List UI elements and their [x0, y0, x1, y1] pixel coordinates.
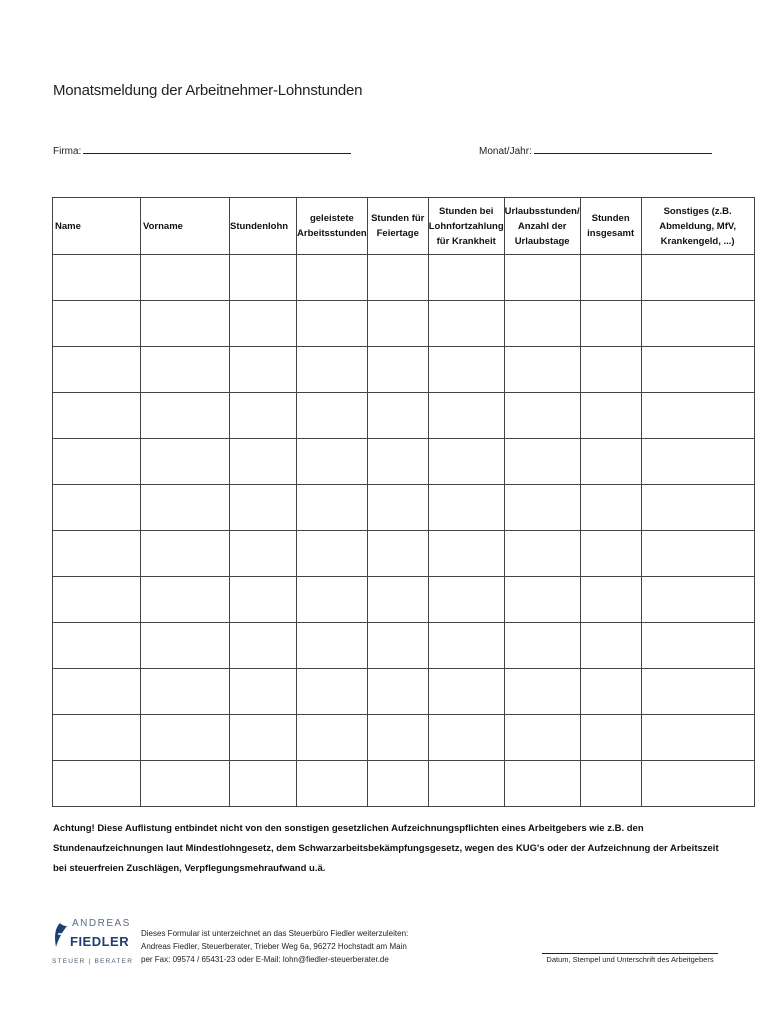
monat-jahr-label: Monat/Jahr: — [479, 146, 532, 157]
table-cell[interactable] — [230, 439, 297, 485]
table-row — [53, 485, 755, 531]
column-header-line: Stunden bei — [439, 205, 494, 217]
column-header-line: Feiertage — [376, 228, 419, 239]
table-cell[interactable] — [367, 669, 428, 715]
table-cell[interactable] — [367, 485, 428, 531]
table-cell[interactable] — [230, 255, 297, 301]
table-cell[interactable] — [504, 577, 580, 623]
table-cell[interactable] — [297, 301, 368, 347]
table-cell[interactable] — [297, 715, 368, 761]
table-cell[interactable] — [428, 439, 504, 485]
table-row — [53, 577, 755, 623]
table-cell[interactable] — [428, 531, 504, 577]
table-cell[interactable] — [230, 347, 297, 393]
table-cell[interactable] — [141, 485, 230, 531]
column-header — [641, 198, 754, 255]
table-cell[interactable] — [53, 255, 141, 301]
table-cell[interactable] — [53, 485, 141, 531]
column-header-line: Arbeitsstunden — [297, 228, 367, 239]
table-cell[interactable] — [141, 439, 230, 485]
table-cell[interactable] — [641, 761, 754, 807]
table-cell[interactable] — [641, 577, 754, 623]
table-body — [53, 255, 755, 807]
table-cell[interactable] — [428, 255, 504, 301]
monat-jahr-input-line[interactable] — [534, 144, 712, 154]
table-cell[interactable] — [428, 485, 504, 531]
column-header-line: Urlaubstage — [514, 235, 570, 247]
table-cell[interactable] — [367, 623, 428, 669]
table-cell[interactable] — [580, 255, 641, 301]
table-cell[interactable] — [367, 393, 428, 439]
table-cell[interactable] — [504, 301, 580, 347]
monat-jahr-field[interactable] — [479, 144, 712, 157]
table-cell[interactable] — [230, 669, 297, 715]
column-header — [580, 198, 641, 255]
column-header-line: Anzahl der — [517, 220, 567, 232]
table-cell[interactable] — [367, 577, 428, 623]
table-cell[interactable] — [641, 393, 754, 439]
table-cell[interactable] — [428, 301, 504, 347]
table-cell[interactable] — [141, 255, 230, 301]
table-cell[interactable] — [367, 715, 428, 761]
table-cell[interactable] — [230, 393, 297, 439]
page-title: Monatsmeldung der Arbeitnehmer-Lohnstunden — [53, 82, 363, 99]
logo-name-first: ANDREAS — [72, 918, 131, 929]
table-cell[interactable] — [504, 393, 580, 439]
table-row — [53, 715, 755, 761]
table-cell[interactable] — [367, 761, 428, 807]
column-header-line: geleistete — [309, 213, 354, 224]
table-cell[interactable] — [504, 255, 580, 301]
hours-table — [52, 197, 755, 807]
footer-line-2: Andreas Fiedler, Steuerberater, Trieber Weg 6a, 96272 Hochstadt am Main — [141, 942, 407, 951]
table-cell[interactable] — [297, 531, 368, 577]
table-cell[interactable] — [53, 623, 141, 669]
table-row — [53, 531, 755, 577]
table-cell[interactable] — [297, 669, 368, 715]
table-cell[interactable] — [230, 301, 297, 347]
table-cell[interactable] — [580, 761, 641, 807]
table-cell[interactable] — [297, 761, 368, 807]
table-row — [53, 761, 755, 807]
table-cell[interactable] — [230, 577, 297, 623]
table-cell[interactable] — [428, 761, 504, 807]
table-cell[interactable] — [641, 531, 754, 577]
footer-address — [141, 927, 408, 966]
table-cell[interactable] — [428, 347, 504, 393]
table-cell[interactable] — [641, 669, 754, 715]
table-row — [53, 347, 755, 393]
table-cell[interactable] — [641, 347, 754, 393]
table-cell[interactable] — [580, 623, 641, 669]
table-row — [53, 623, 755, 669]
table-cell[interactable] — [297, 393, 368, 439]
table-cell[interactable] — [428, 393, 504, 439]
table-cell[interactable] — [53, 669, 141, 715]
table-cell[interactable] — [580, 531, 641, 577]
table-cell[interactable] — [641, 255, 754, 301]
table-cell[interactable] — [141, 761, 230, 807]
table-cell[interactable] — [230, 531, 297, 577]
firma-label: Firma: — [53, 146, 82, 157]
company-logo — [52, 918, 134, 970]
footer-line-1: Dieses Formular ist unterzeichnet an das Steuerbüro Fiedler weiterzuleiten: — [141, 929, 409, 938]
table-cell[interactable] — [580, 393, 641, 439]
table-row — [53, 439, 755, 485]
column-header-line: Stundenlohn — [230, 220, 289, 232]
table-cell[interactable] — [367, 439, 428, 485]
table-cell[interactable] — [230, 623, 297, 669]
table-cell[interactable] — [428, 577, 504, 623]
table-cell[interactable] — [53, 347, 141, 393]
warning-note: Achtung! Diese Auflistung entbindet nicht von den sonstigen gesetzlichen Aufzeichnungspflichten eines Arbeitgebers wie z.B. den Stundenaufzeichnungen laut Mindestlohngesetz, dem Schwarzarbeitsbekämpfungsgesetz, wegen des KUG's oder der Aufzeichnung der Arbeitszeit bei steuerfreien Zuschlägen, Verpflegungsmehraufwand u.ä. — [53, 823, 719, 874]
column-header — [297, 198, 368, 255]
table-cell[interactable] — [504, 623, 580, 669]
table-cell[interactable] — [297, 577, 368, 623]
table-cell[interactable] — [53, 577, 141, 623]
table-header-row — [53, 198, 755, 255]
table-cell[interactable] — [141, 669, 230, 715]
table-row — [53, 669, 755, 715]
column-header — [504, 198, 580, 255]
firma-field[interactable] — [53, 144, 351, 157]
column-header-line: Stunden für — [371, 213, 425, 224]
firma-input-line[interactable] — [83, 144, 351, 154]
column-header-line: Stunden — [591, 213, 630, 224]
column-header — [53, 198, 141, 255]
table-cell[interactable] — [141, 347, 230, 393]
table-cell[interactable] — [297, 623, 368, 669]
table-cell[interactable] — [297, 347, 368, 393]
table-cell[interactable] — [641, 715, 754, 761]
table-cell[interactable] — [580, 715, 641, 761]
table-cell[interactable] — [141, 577, 230, 623]
table-cell[interactable] — [53, 761, 141, 807]
table-cell[interactable] — [641, 485, 754, 531]
table-cell[interactable] — [230, 761, 297, 807]
table-cell[interactable] — [141, 531, 230, 577]
table-cell[interactable] — [504, 439, 580, 485]
column-header — [428, 198, 504, 255]
table-cell[interactable] — [428, 715, 504, 761]
table-cell[interactable] — [580, 577, 641, 623]
column-header-line: Krankengeld, ...) — [660, 235, 735, 247]
table-cell[interactable] — [580, 301, 641, 347]
table-cell[interactable] — [367, 301, 428, 347]
table-cell[interactable] — [504, 669, 580, 715]
table-cell[interactable] — [367, 347, 428, 393]
table-cell[interactable] — [504, 485, 580, 531]
table-cell[interactable] — [141, 623, 230, 669]
table-cell[interactable] — [580, 439, 641, 485]
table-cell[interactable] — [53, 715, 141, 761]
column-header — [141, 198, 230, 255]
table-cell[interactable] — [297, 255, 368, 301]
column-header-line: Lohnfortzahlung — [428, 220, 504, 232]
table-cell[interactable] — [504, 715, 580, 761]
logo-name-last: FIEDLER — [70, 934, 130, 949]
table-cell[interactable] — [580, 669, 641, 715]
table-cell[interactable] — [53, 301, 141, 347]
table-cell[interactable] — [141, 301, 230, 347]
column-header — [367, 198, 428, 255]
table-cell[interactable] — [53, 393, 141, 439]
column-header — [230, 198, 297, 255]
table-cell[interactable] — [504, 531, 580, 577]
column-header-line: Sonstiges (z.B. Abmeldung, MfV, — [659, 205, 736, 232]
table-row — [53, 393, 755, 439]
table-cell[interactable] — [367, 255, 428, 301]
table-cell[interactable] — [580, 485, 641, 531]
table-cell[interactable] — [230, 715, 297, 761]
column-header-line: insgesamt — [587, 228, 635, 239]
column-header-line: für Krankheit — [436, 235, 496, 247]
table-cell[interactable] — [53, 531, 141, 577]
table-cell[interactable] — [504, 347, 580, 393]
column-header-line: Urlaubsstunden/ — [504, 205, 580, 217]
table-cell[interactable] — [641, 623, 754, 669]
logo-mark-icon — [52, 922, 68, 948]
table-cell[interactable] — [53, 439, 141, 485]
table-cell[interactable] — [297, 485, 368, 531]
table-cell[interactable] — [428, 669, 504, 715]
signature-label: Datum, Stempel und Unterschrift des Arbeitgebers — [546, 955, 714, 964]
table-row — [53, 301, 755, 347]
column-header-line: Name — [55, 220, 81, 232]
table-cell[interactable] — [504, 761, 580, 807]
table-cell[interactable] — [580, 347, 641, 393]
footer-line-3: per Fax: 09574 / 65431-23 oder E-Mail: lohn@fiedler-steuerberater.de — [141, 955, 389, 964]
table-row — [53, 255, 755, 301]
table-cell[interactable] — [297, 439, 368, 485]
table-cell[interactable] — [230, 485, 297, 531]
signature-line[interactable] — [542, 953, 718, 954]
table-cell[interactable] — [367, 531, 428, 577]
column-header-line: Vorname — [143, 220, 183, 232]
logo-tagline: STEUER | BERATER — [52, 958, 134, 965]
table-cell[interactable] — [141, 715, 230, 761]
table-cell[interactable] — [641, 439, 754, 485]
table-cell[interactable] — [428, 623, 504, 669]
table-cell[interactable] — [141, 393, 230, 439]
table-cell[interactable] — [641, 301, 754, 347]
